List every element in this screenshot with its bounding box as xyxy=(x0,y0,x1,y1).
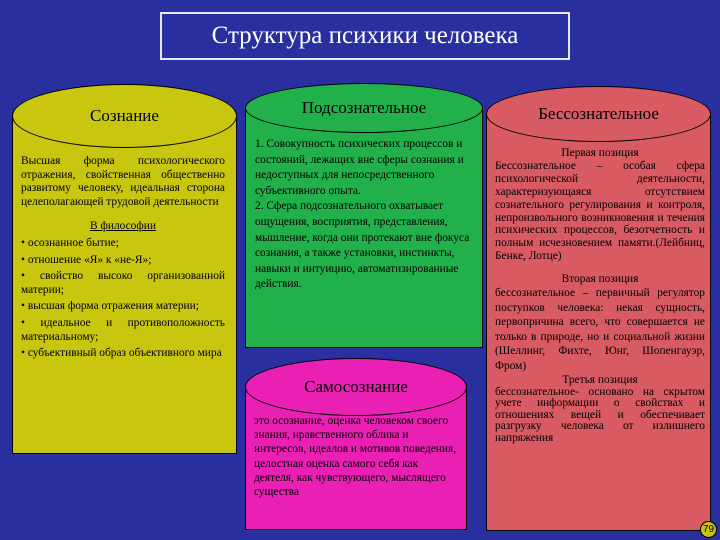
unconscious-position-3-heading: Третья позиция xyxy=(562,373,638,386)
consciousness-definition: Высшая форма психологического отражения, свойственная общественно развитому человеку, идеальная сторона целеполагающей трудовой деятельности xyxy=(21,155,225,208)
subconscious-heading xyxy=(245,83,483,133)
list-item: • свойство высоко организованной материи; xyxy=(21,270,225,296)
consciousness-heading xyxy=(12,84,237,148)
unconscious-text xyxy=(495,147,705,445)
self-awareness-heading-text: Самосознание xyxy=(304,377,408,396)
consciousness-text xyxy=(21,155,225,361)
consciousness-heading-text: Сознание xyxy=(90,106,159,125)
list-item: • осознанное бытие; xyxy=(21,236,119,249)
philosophy-heading: В философии xyxy=(90,220,156,233)
page-number-badge xyxy=(700,521,717,538)
list-item: • субъективный образ объективного мира xyxy=(21,347,222,360)
slide-title xyxy=(160,12,570,60)
list-item: • отношение «Я» к «не-Я»; xyxy=(21,253,152,266)
unconscious-heading-text: Бессознательное xyxy=(538,104,659,123)
unconscious-position-3-text: бессознательное- основано на скрытом учете информации о свойствах и отношениях вещей и обеспечивает разгрузку человека от излишнего напряжения xyxy=(495,385,705,444)
unconscious-position-1-text: Бессознательное – особая сфера психологической деятельности, характеризующаяся отсутствием сознательного регулирования и контроля, непроизвольного возникновения и течения психических процессов, безотчетность и полным исчезновением памяти.(Лейбниц, Бенке, Лотце) xyxy=(495,159,705,263)
slide-title-text: Структура психики человека xyxy=(211,22,519,49)
unconscious-position-1-heading: Первая позиция xyxy=(561,147,639,159)
unconscious-heading xyxy=(486,86,711,142)
unconscious-position-2-text: бессознательное – первичный регулятор поступков человека: некая сущность, первопричина всего, что совершается не только в природе, но и социальной жизни (Шеллинг, Фихте, Юнг, Шопенгауэр, Фром) xyxy=(495,287,705,373)
self-awareness-heading xyxy=(245,358,467,416)
subconscious-text: 1. Совокупность психических процессов и состояний, лежащих вне сферы сознания и недоступных для непосредственного субъективного опыта. 2. Сфера подсознательного охватывает ощущения, восприятия, представления, мышление, когда они протекают вне фокуса сознания, а также установки, инстинкты, навыки и интуицию, автоматизированные действия. xyxy=(255,138,470,291)
list-item: • идеальное и противоположность материальному; xyxy=(21,316,225,343)
unconscious-position-2-heading: Вторая позиция xyxy=(561,273,639,286)
page-number: 79 xyxy=(702,524,715,535)
subconscious-heading-text: Подсознательное xyxy=(301,98,427,117)
list-item: • высшая форма отражения материи; xyxy=(21,300,199,313)
self-awareness-text: это осознание, оценка человеком своего знания, нравственного облика и интересов, идеалов и мотивов поведения, целостная оценка самого себя как деятеля, как чувствующего, мыслящего существа xyxy=(254,415,457,499)
